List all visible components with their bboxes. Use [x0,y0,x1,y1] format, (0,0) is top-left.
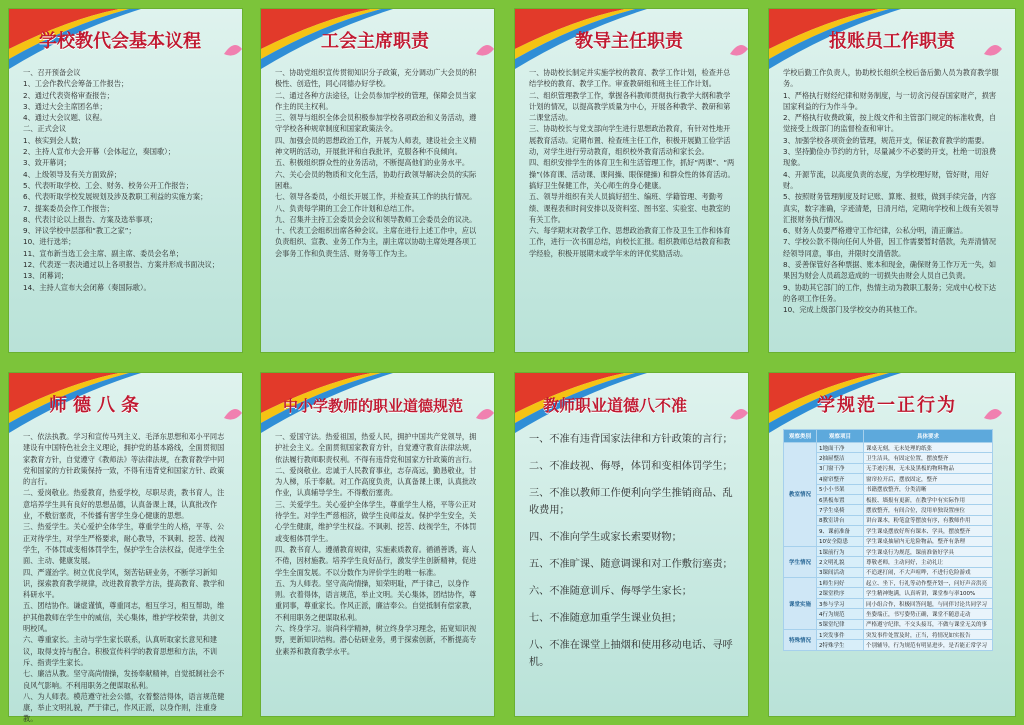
item-cell: 1课前行为 [817,546,864,556]
requirement-cell: 摆放整齐，有间合位，没用单独设置座位 [864,505,993,515]
table-row [784,546,993,556]
body-line: 学校后勤工作负责人，协助校长组织全校后备后勤人员为教育教学服务。 [783,68,999,89]
body-line: 七、廉洁从教。坚守高尚情操，发扬奉献精神，自觉抵制社会不良风气影响。不利用职务之便谋取私利。 [23,669,225,690]
item-cell: 7学生桌椅 [817,505,864,515]
body-line: 四、加强会员的思想政治工作，开展为人师表，建设社会主义精神文明的活动，开展批评和自我批评，克服各种不良倾向。 [275,135,477,157]
item-cell: 2文明礼貌 [817,557,864,567]
item-cell: 9、课前准备 [817,526,864,536]
body-line: 6、代表听取学校发展规划及涉及教职工利益的实施方案； [23,192,208,202]
body-line: 二、爱岗敬业。热爱教育，热爱学校，尽职尽责，教书育人，注意培养学生具有良好的思想品德，认真备课上课，认真批改作业，不敷衍塞责，不传播有害学生身心健康的思想。 [23,488,225,521]
body-line: 四、不准向学生或家长索要财物； [529,532,682,543]
body-line: 1、严格执行财经纪律和财务制度，与一切贪污侵吞国家财产，损害国家利益的行为作斗争。 [783,90,997,111]
body-line: 一、召开预备会议 [23,68,81,77]
requirement-cell: 学生课桌抽屉内无危险物品，整齐有条理 [864,536,993,546]
body-line: 4、通过大会议题、议程。 [23,113,107,123]
body-line: 二、正式会议 [23,124,67,134]
board-body [23,431,230,724]
item-cell: 3参与学习 [817,598,864,608]
body-line: 六、终身学习。崇尚科学精神，树立终身学习理念，拓宽知识视野，更新知识结构。潜心钻研业务，勇于探索创新，不断提高专业素养和教育教学水平。 [275,624,477,656]
requirement-cell: 个别辅导，行为规范有明显进步，是否能正常学习 [864,640,993,650]
body-line: 一、协助校长制定并实施学校的教育、教学工作计划，检查并总结学校的教育、教学工作。审查教研组和班主任工作计划。 [529,68,731,89]
requirement-cell: 板报、墙报有更新，在教学中有实际作用 [864,494,993,504]
body-line: 一、爱国守法。热爱祖国，热爱人民，拥护中国共产党领导，拥护社会主义。全面贯彻国家教育方针，自觉遵守教育法律法规，依法履行教师职责权利。不得有违背党和国家方针政策的言行。 [275,432,477,464]
body-line: 3、致开幕词； [23,158,71,168]
item-cell: 5课堂纪律 [817,619,864,629]
requirement-cell: 书籍摆放整齐，分类清晰 [864,484,993,494]
board-eight-prohibitions [514,372,749,717]
body-line: 一、依法执教。学习和宣传马列主义、毛泽东思想和邓小平同志建设有中国特色社会主义理论，拥护党的基本路线，全面贯彻国家教育方针，自觉遵守《教师法》等法律法规，在教育教学中同党和国家的方针政策保持一致，不得有违背党和国家方针、政策的言行。 [23,432,225,487]
item-cell: 10安全隐患 [817,536,864,546]
body-line: 三、关爱学生。关心爱护全体学生，尊重学生人格，平等公正对待学生。对学生严慈相济，做学生良师益友。保护学生安全，关心学生健康，维护学生权益。不讽刺、挖苦、歧视学生，不体罚或变相体罚学生。 [275,499,477,543]
body-line: 二、组织管理教学工作，掌握各科教师贯彻执行教学大纲和教学计划的情况，以提高教学质量为中心，开展各种教学、教研和第二课堂活动。 [529,90,731,123]
body-line: 10、进行选举； [23,237,76,247]
body-line: 14、主持人宣布大会闭幕（奏国际歌）。 [23,282,151,292]
board-body [529,431,736,708]
item-cell: 3课间活动 [817,567,864,577]
board-union-chair [260,8,495,353]
body-line: 六、不准随意训斥、侮辱学生家长； [529,586,692,597]
body-line: 一、不准有违背国家法律和方针政策的言行； [529,434,733,445]
item-cell: 1突发事件 [817,630,864,640]
body-line: 五、积极组织群众性的业务活动，不断提高他们的业务水平。 [275,158,470,168]
requirement-cell: 学生课桌行为规范，课前准备好学具 [864,546,993,556]
requirement-cell: 不追逐打闹，不大声喧哗，不进行危险游戏 [864,567,993,577]
board-title: 教师职业道德八不准 [543,396,688,415]
body-line: 八、为人师表。模范遵守社会公德，衣着整洁得体，语言规范健康，举止文明礼貌，严于律己，作风正派，以身作则，注重身教。 [23,691,225,724]
body-line: 13、闭幕词； [23,271,69,281]
requirement-cell: 起立、坐下，行礼等动作整齐划一，问好声音洪亮 [864,578,993,588]
body-line: 10、完成上级部门及学校交办的其他工作。 [783,305,922,315]
body-line: 四、组织安排学生的体育卫生和生活管理工作，抓好“两课”、“两操”(体育课、活动课、课间操、眼保健操) 和群众性的体育活动。搞好卫生保健工作，关心师生的身心健康。 [529,158,735,190]
body-line: 一、协助党组织宣传贯彻知识分子政策，充分调动广大会员的积极性、创造性，同心同德办好学校。 [275,68,477,89]
body-line: 3、加强学校各项资金的管理，规范开支，保证教育教学的需要。 [783,135,989,145]
item-cell: 6黑板布置 [817,494,864,504]
body-line: 七、领导各委员，小组长开展工作，并检查其工作的执行情况。 [275,192,477,202]
item-cell: 3门窗干净 [817,463,864,473]
item-cell: 2课堂秩序 [817,588,864,598]
body-line: 3、通过大会主席团名单； [23,101,107,111]
board-agenda [8,8,243,353]
board-title: 师德八条 [49,395,145,416]
requirement-cell: 课桌无刻，无未处理的纸张 [864,443,993,453]
body-line: 六、每学期末对教学工作、思想政治教育工作及卫生工作和体育工作，进行一次书面总结，向校长汇报。组织教师总结教育和教学经验，积极开展期末或学年末的评优奖励活动。 [529,226,731,258]
requirement-cell: 学生精神饱满，认真听讲，课堂参与率100% [864,588,993,598]
column-header: 具体要求 [864,430,993,443]
requirement-cell: 坐姿端正，书写姿势正确，课堂不随意走动 [864,609,993,619]
body-line: 6、财务人员要严格遵守工作纪律，公私分明，清正廉洁。 [783,226,968,236]
column-header: 观察类别 [784,430,817,443]
body-line: 12、代表逐一表决通过以上各项报告、方案并形成书面决议； [23,260,220,270]
body-line: 二、通过各种方法途径，让会员参加学校的管理，保障会员当家作主的民主权利。 [275,90,477,111]
body-line: 五、团结协作。谦虚谨慎，尊重同志，相互学习，相互帮助，维护其他教师在学生中的威信，关心集体，维护学校荣誉，共创文明校风。 [23,601,225,634]
body-line: 八、不准在课堂上抽烟和使用移动电话、寻呼机。 [529,640,733,668]
body-line: 4、上级领导及有关方面致辞； [23,169,122,179]
requirement-cell: 尊敬老师，主动问好，主动礼让 [864,557,993,567]
body-line: 五、为人师表。坚守高尚情操，知荣明耻，严于律己，以身作则。衣着得体，语言规范，举止文明。关心集体，团结协作，尊重同事，尊重家长。作风正派，廉洁奉公。自觉抵制有偿家教，不利用职务之便谋取私利。 [275,578,477,622]
body-line: 六、尊重家长。主动与学生家长联系，认真听取家长意见和建议，取得支持与配合。积极宣传科学的教育思想和方法，不训斥、指责学生家长。 [23,635,218,667]
item-cell: 8教室讲台 [817,515,864,525]
requirement-cell: 学生课桌摆放好所有课本、学具，摆放整齐 [864,526,993,536]
board-body [529,67,736,344]
body-line: 2、主持人宣布大会开幕（会体起立，奏国歌）； [23,147,175,157]
body-line: 1、核实到会人数； [23,135,86,145]
item-cell: 2抽屉整洁 [817,453,864,463]
body-line: 9、评议学校中层部和“教工之家”； [23,226,136,236]
body-line: 5、代表听取学校、工会、财务、校务公开工作报告； [23,180,193,190]
item-cell: 1地面干净 [817,443,864,453]
behavior-table [783,429,993,651]
board-title: 学校教代会基本议程 [39,31,201,52]
board-body [783,67,1003,344]
requirement-cell: 严格遵守纪律，不交头接耳，不做与课堂无关的事 [864,619,993,629]
category-cell: 特殊情况 [784,630,817,651]
board-body [275,431,482,708]
body-line: 二、爱岗敬业。忠诚于人民教育事业，志存高远，勤恳敬业，甘为人梯，乐于奉献。对工作高度负责，认真备课上课，认真批改作业，认真辅导学生。不得敷衍塞责。 [275,465,477,498]
body-line: 三、协助校长与党支部向学生进行思想政治教育，有针对性地开展教育活动。定期布置、检查班主任工作，积极开展勤工俭学活动，对学生进行劳动教育，组织校外教育活动和家长会。 [529,124,731,157]
body-line: 8、妥善保管好各种票据、账本和现金，确保财务工作万无一失，如果因为财会人员疏忽造成的一切损失由财会人员自己负责。 [783,260,997,281]
board-ethics-norms [260,372,495,717]
board-title: 中小学教师的职业道德规范 [283,397,464,415]
category-cell: 课堂实施 [784,578,817,630]
body-line: 2、严格执行收费政策，按上级文件和主管部门规定的标准收费，自觉接受上级部门的监督检查和审计。 [783,113,997,134]
board-behavior-table [768,372,1016,717]
item-cell: 4窗帘整齐 [817,474,864,484]
category-cell: 学生情况 [784,546,817,577]
item-cell: 2特殊学生 [817,640,864,650]
board-body [23,67,230,344]
body-line: 九、召集并主持工会委员会会议和领导教师工会委员会的议决。 [275,214,477,224]
board-teacher-ethics [8,372,243,724]
body-line: 三、热爱学生。关心爱护全体学生，尊重学生的人格，平等、公正对待学生，对学生严格要求，耐心教导，不讽刺、挖苦、歧视学生，不体罚或变相体罚学生，保护学生合法权益，促进学生全面、主动、健康发展。 [23,522,225,566]
body-line: 四、严谨治学。树立优良学风，刻苦钻研业务，不断学习新知识，探索教育教学规律，改进教育教学方法，提高教育、教学和科研水平。 [23,567,225,600]
requirement-cell: 突发事件处置及时，正当，将情况如实报告 [864,630,993,640]
body-line: 八、负责每学期的工会工作计划和总结工作。 [275,203,419,213]
body-line: 五、不准旷课、随意调课和对工作敷衍塞责； [529,559,733,570]
requirement-cell: 讲台课本，粉笔盒等摆放有序，有教师作用 [864,515,993,525]
body-line: 二、不准歧视、侮辱，体罚和变相体罚学生； [529,461,733,472]
board-dean-duties [514,8,749,353]
category-cell: 教室情况 [784,443,817,547]
item-cell: 4行为规范 [817,609,864,619]
board-title: 报账员工作职责 [829,31,955,52]
board-title: 工会主席职责 [321,31,429,52]
body-line: 六、关心会员的物质和文化生活，协助行政领导解决会员的实际困难。 [275,169,477,190]
table-row [784,630,993,640]
body-line: 11、宣布新当选工会主席、副主席、委员会名单； [23,248,184,258]
body-line: 8、代表讨论以上报告、方案及选举事项； [23,214,157,224]
item-cell: 5小小书架 [817,484,864,494]
requirement-cell: 卫生洁具，有固定位置，摆放整齐 [864,453,993,463]
board-body [275,67,482,344]
body-line: 2、通过代表资格审查报告； [23,90,114,100]
table-row [784,443,993,453]
body-line: 三、不准以教师工作便利向学生推销商品、乱收费用； [529,488,733,516]
body-line: 7、学校公款不得向任何人外借，因工作需要暂时借款，先弄清情况经领导同意，事由，并限时交清借款。 [783,237,997,258]
board-accountant-duties [768,8,1016,353]
requirement-cell: 窗帘拉开后，摆放固定，整齐 [864,474,993,484]
body-line: 四、教书育人。遵循教育规律，实施素质教育。循循善诱，诲人不倦，因材施教。培养学生良好品行，激发学生创新精神，促进学生全面发展。不以分数作为评价学生的唯一标准。 [275,544,477,577]
body-line: 五、领导并组织有关人员搞好招生、编班、学籍管理、考勤考绩、课程表和时间安排以及资料室、图书室、实验室、电教室的有关工作。 [529,192,731,224]
body-line: 9、协助其它部门的工作，热情主动为教职工服务；完成中心校下达的各项工作任务。 [783,282,997,303]
body-line: 3、坚持勤俭办节约的方针，尽量减少不必要的开支，杜绝一切浪费现象。 [783,147,997,168]
body-line: 三、领导与组织全体会员积极参加学校各项政治和义务活动，遵守学校各种规章制度和国家政策法令。 [275,113,477,134]
item-cell: 1师生问好 [817,578,864,588]
board-title: 学规范一正行为 [817,395,957,416]
board-title: 教导主任职责 [575,31,683,52]
column-header: 观察项目 [817,430,864,443]
body-line: 七、不准随意加重学生课业负担； [529,613,682,624]
table-row [784,578,993,588]
body-line: 4、开源节流，以高度负责的态度，为学校理好财，管好财，用好财。 [783,169,989,190]
body-line: 1、工会作教代会筹备工作报告； [23,79,129,89]
requirement-cell: 无手迹污损，无未及黑板的物料物品 [864,463,993,473]
body-line: 5、按照财务管理制度及时记账、算账、报账，做到手续完备，内容真实，数字准确，字迹清楚，日清月结，定期向学校和上级有关领导汇报财务执行情况。 [783,192,999,224]
body-line: 十、代表工会组织出席各种会议。主席在进行上述工作中，应以负责组织、宣教、业务工作为主，副主席以协助主席处理各项工会事务工作和负责生活、财务等工作为主。 [275,226,477,258]
requirement-cell: 同小组合作，积极回答问题，与同伴讨论共同学习 [864,598,993,608]
body-line: 7、提案委员会作工作报告； [23,203,114,213]
